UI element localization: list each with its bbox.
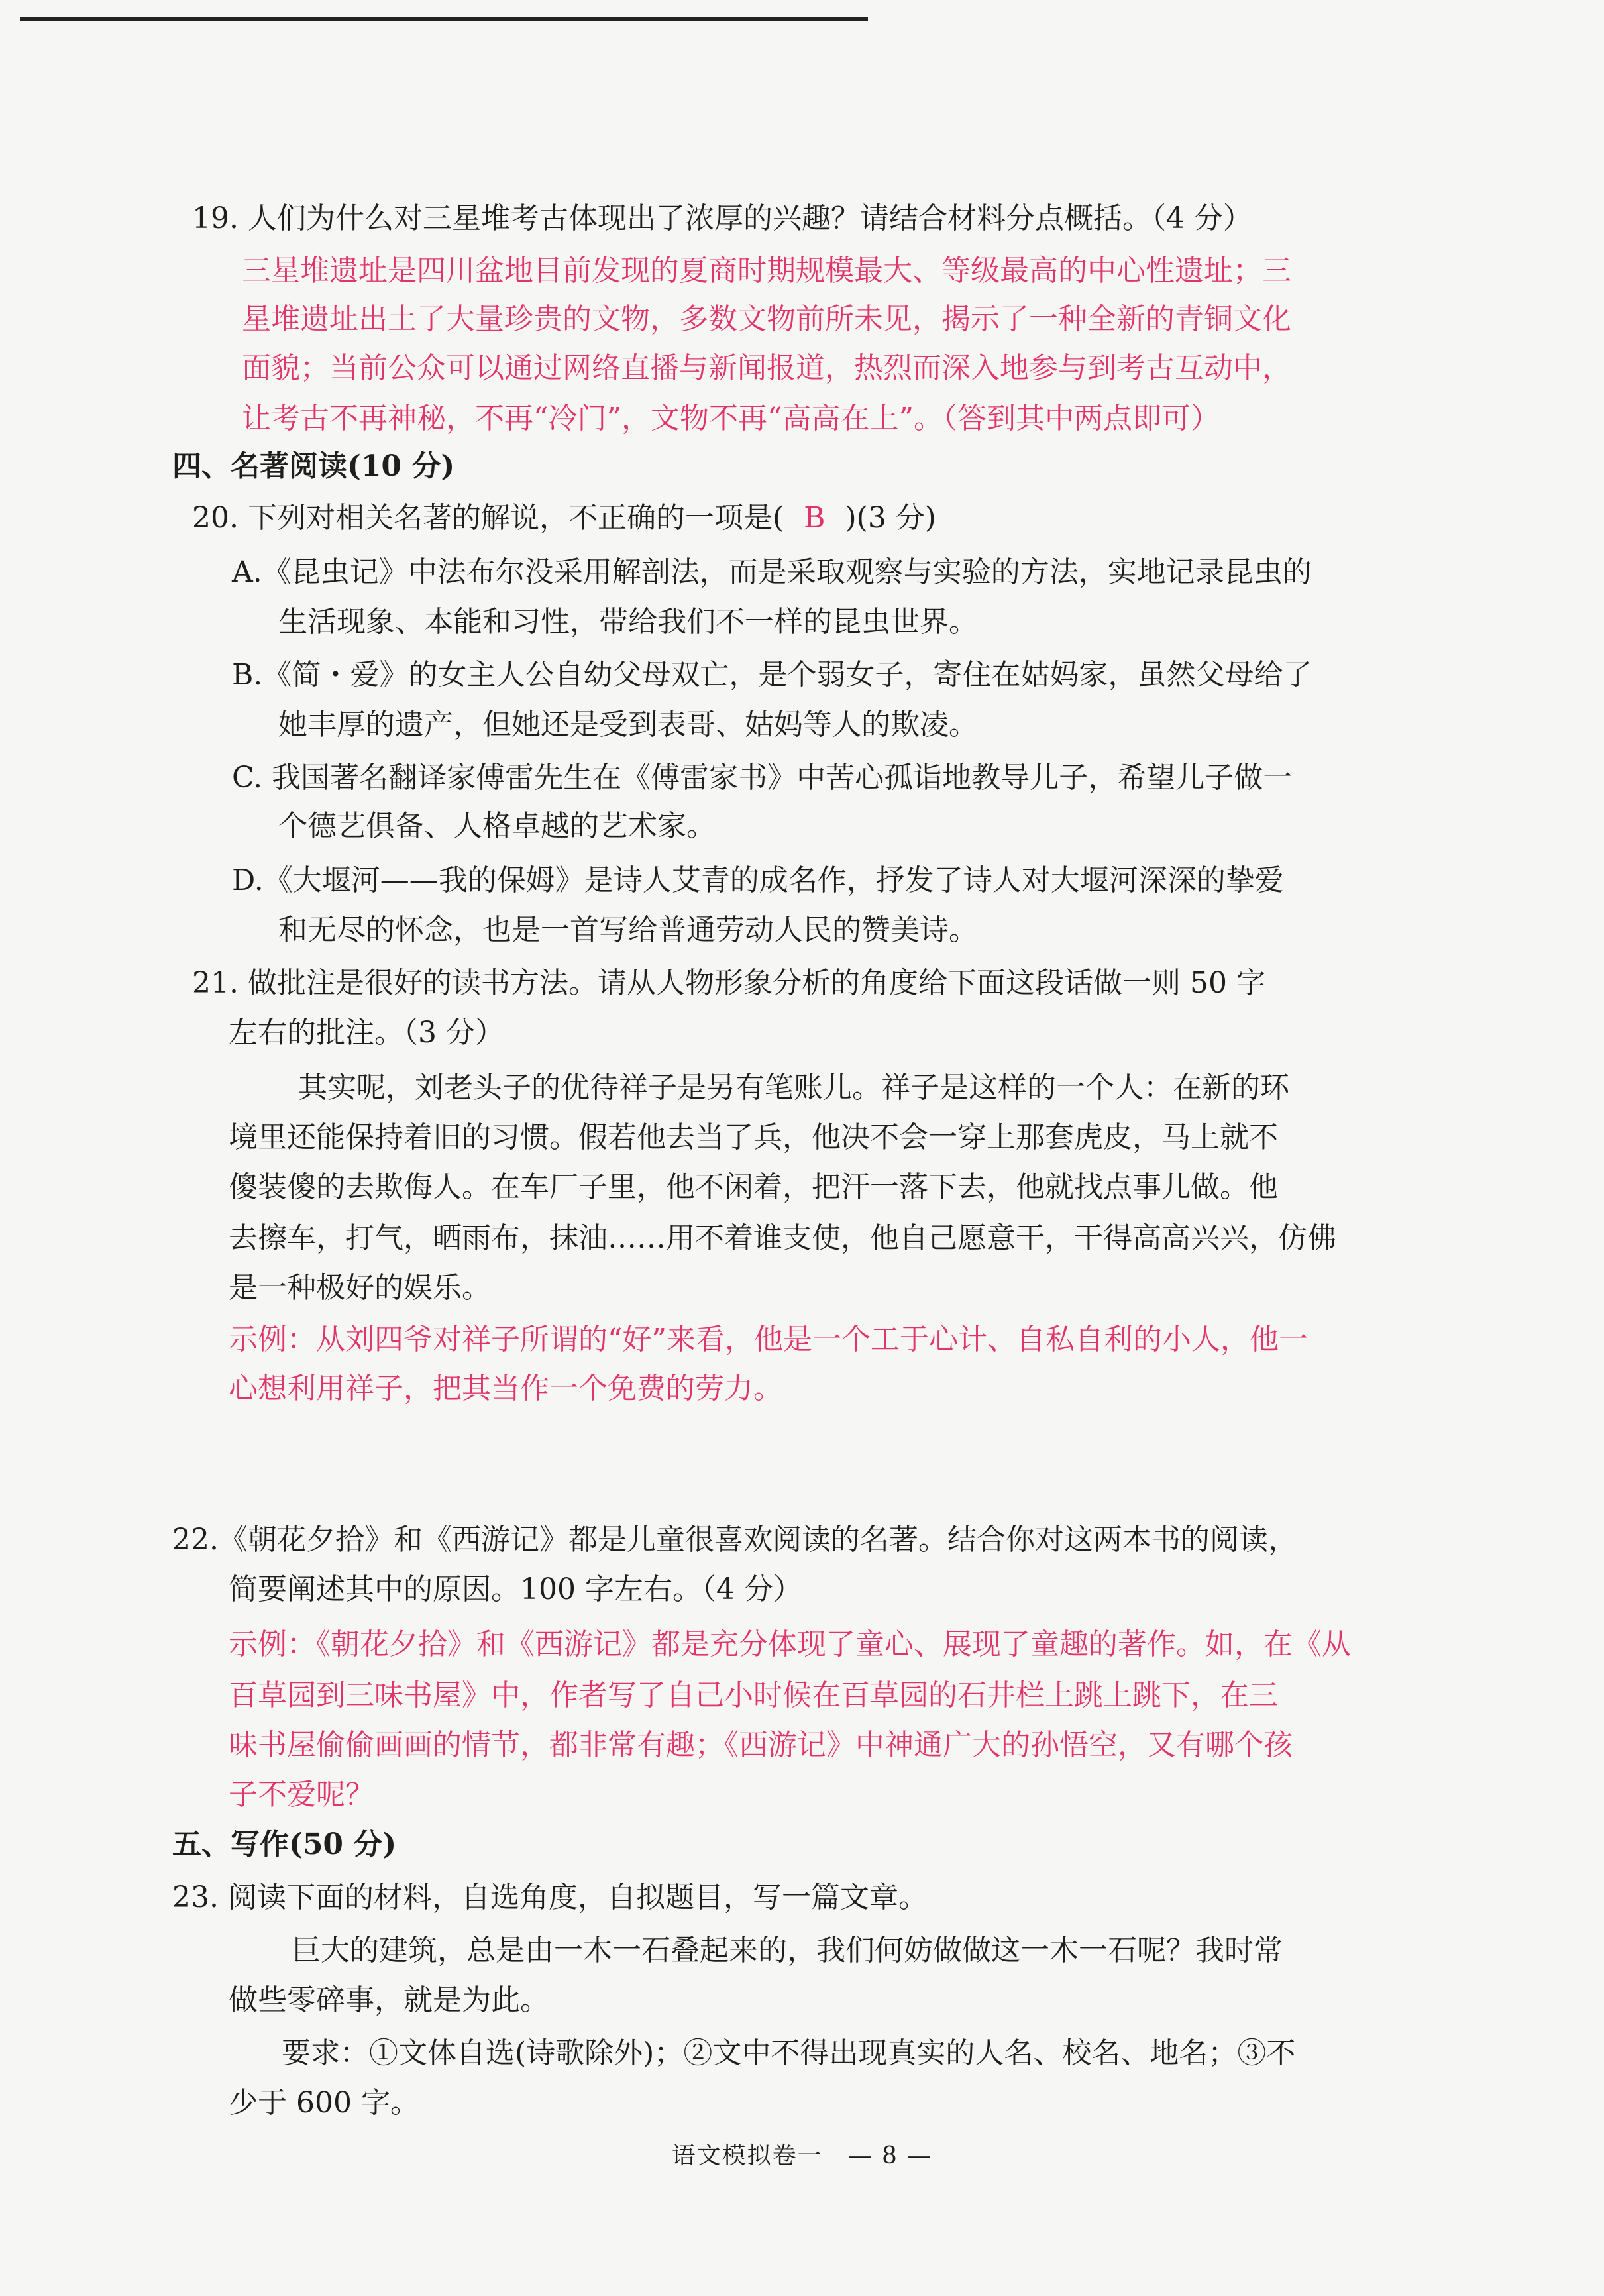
q21-passage-line: 其实呢，刘老头子的优待祥子是另有笔账儿。祥子是这样的一个人：在新的环 [298,1071,1289,1105]
q20-question-suffix: )(3 分) [845,501,936,535]
q19-answer-line: 星堆遗址出土了大量珍贵的文物，多数文物前所未见，揭示了一种全新的青铜文化 [242,302,1291,336]
section-heading: 五、写作(50 分) [172,1828,397,1861]
page-footer: 语文模拟卷一 — 8 — [671,2142,933,2169]
q20-option-c-cont: 个德艺俱备、人格卓越的艺术家。 [278,809,716,843]
q23-question: 23. 阅读下面的材料，自选角度，自拟题目，写一篇文章。 [172,1881,928,1914]
q22-answer-line: 示例：《朝花夕拾》和《西游记》都是充分体现了童心、展现了童趣的著作。如，在《从 [229,1627,1351,1661]
q22-answer-line: 百草园到三味书屋》中，作者写了自己小时候在百草园的石井栏上跳上跳下，在三 [229,1678,1278,1712]
q22-answer-line: 味书屋偷偷画画的情节，都非常有趣；《西游记》中神通广大的孙悟空，又有哪个孩 [229,1728,1293,1762]
q20-option-b: B.《简・爱》的女主人公自幼父母双亡，是个弱女子，寄住在姑妈家，虽然父母给了 [232,658,1312,692]
q21-question-cont: 左右的批注。（3 分） [229,1016,504,1050]
q21-passage-line: 境里还能保持着旧的习惯。假若他去当了兵，他决不会一穿上那套虎皮，马上就不 [229,1121,1278,1154]
q22-question-cont: 简要阐述其中的原因。100 字左右。（4 分） [229,1572,802,1606]
q21-question: 21. 做批注是很好的读书方法。请从人物形象分析的角度给下面这段话做一则 50 字 [192,966,1265,1000]
top-rule [20,17,868,21]
q20-option-a-cont: 生活现象、本能和习性，带给我们不一样的昆虫世界。 [278,605,978,639]
q19-answer-line: 让考古不再神秘，不再“冷门”，文物不再“高高在上”。（答到其中两点即可） [242,402,1220,435]
q20-answer: B [804,501,826,535]
q21-answer-line: 示例：从刘四爷对祥子所谓的“好”来看，他是一个工于心计、自私自利的小人，他一 [229,1323,1308,1356]
q20-question-prefix: 20. 下列对相关名著的解说，不正确的一项是( [192,501,784,535]
q19-answer-line: 面貌；当前公众可以通过网络直播与新闻报道，热烈而深入地参与到考古互动中， [242,351,1291,385]
q23-requirement-line: 少于 600 字。 [229,2086,419,2120]
q21-passage-line: 傻装傻的去欺侮人。在车厂子里，他不闲着，把汗一落下去，他就找点事儿做。他 [229,1170,1278,1204]
q20-option-d-cont: 和无尽的怀念，也是一首写给普通劳动人民的赞美诗。 [278,913,978,947]
q19-answer-line: 三星堆遗址是四川盆地目前发现的夏商时期规模最大、等级最高的中心性遗址；三 [242,254,1291,288]
section-heading: 四、名著阅读(10 分) [172,449,455,483]
q20-option-a: A.《昆虫记》中法布尔没采用解剖法，而是采取观察与实验的方法，实地记录昆虫的 [232,555,1312,589]
q21-passage-line: 是一种极好的娱乐。 [229,1271,491,1305]
q19-question: 19. 人们为什么对三星堆考古体现出了浓厚的兴趣？请结合材料分点概括。（4 分） [192,201,1252,235]
q23-requirement-line: 要求：①文体自选(诗歌除外)；②文中不得出现真实的人名、校名、地名；③不 [282,2036,1296,2070]
q20-option-c: C. 我国著名翻译家傅雷先生在《傅雷家书》中苦心孤诣地教导儿子，希望儿子做一 [232,761,1293,794]
q20-option-b-cont: 她丰厚的遗产，但她还是受到表哥、姑妈等人的欺凌。 [278,708,978,741]
q20-option-d: D.《大堰河——我的保姆》是诗人艾青的成名作，抒发了诗人对大堰河深深的挚爱 [232,863,1284,897]
q23-material-line: 巨大的建筑，总是由一木一石叠起来的，我们何妨做做这一木一石呢？我时常 [292,1934,1283,1967]
q22-answer-line: 子不爱呢？ [229,1778,374,1812]
q21-passage-line: 去擦车，打气，晒雨布，抹油……用不着谁支使，他自己愿意干，干得高高兴兴，仿佛 [229,1221,1336,1255]
q23-material-line: 做些零碎事，就是为此。 [229,1983,549,2017]
q21-answer-line: 心想利用祥子，把其当作一个免费的劳力。 [229,1372,782,1405]
q22-question: 22.《朝花夕拾》和《西游记》都是儿童很喜欢阅读的名著。结合你对这两本书的阅读， [172,1523,1297,1557]
q20-question [192,496,936,541]
